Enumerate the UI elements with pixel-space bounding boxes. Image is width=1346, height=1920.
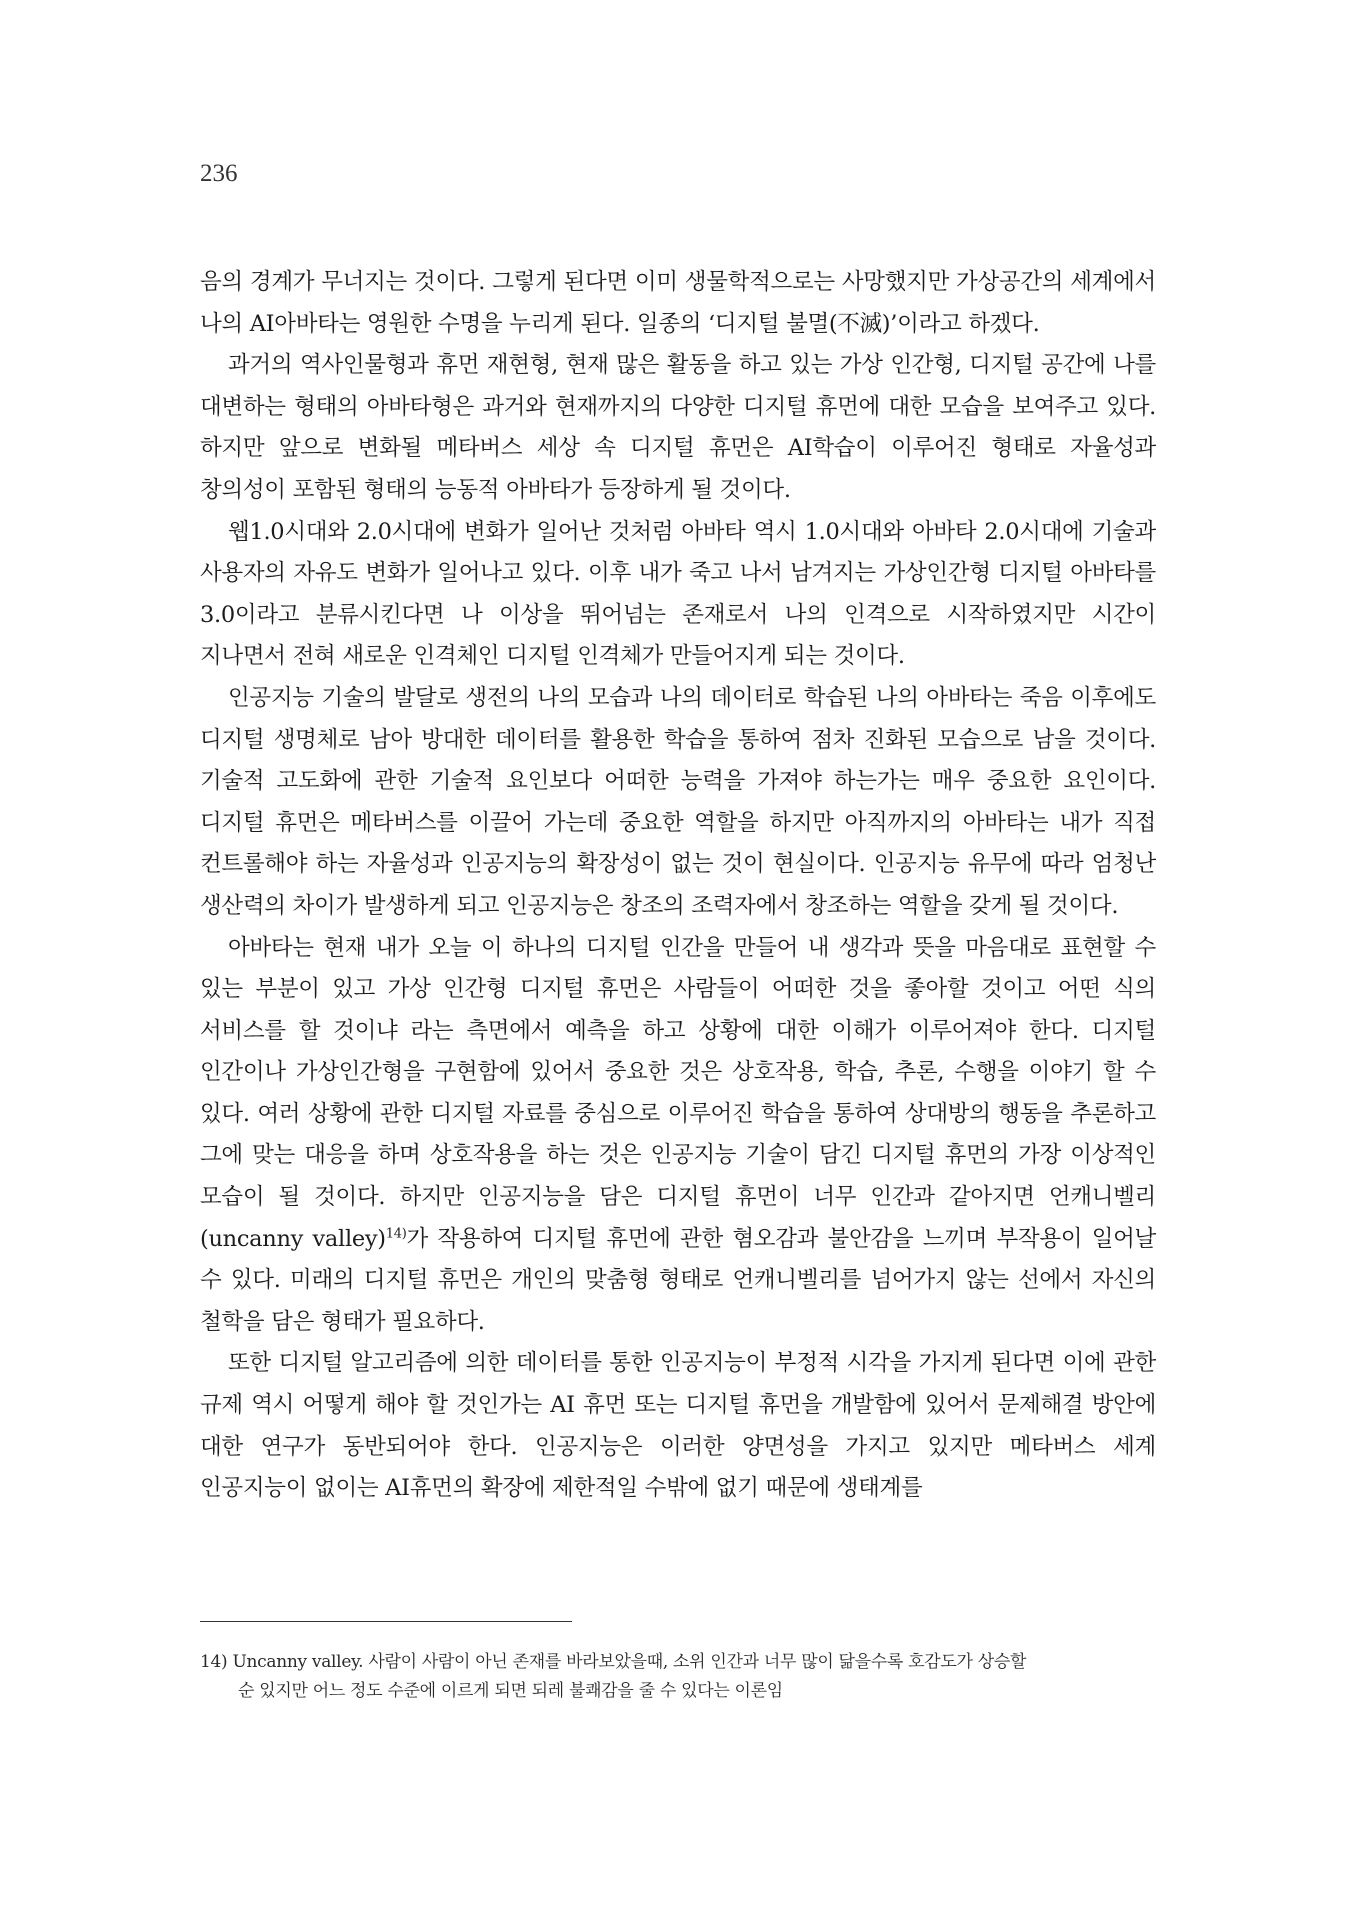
paragraph-5	[200, 928, 1156, 1344]
page-number: 236	[200, 160, 238, 187]
footnote-divider	[200, 1621, 572, 1622]
paragraph-2: 과거의 역사인물형과 휴먼 재현형, 현재 많은 활동을 하고 있는 가상 인간형, 디지털 공간에 나를 대변하는 형태의 아바타형은 과거와 현재까지의 다양한 디지털 휴먼에 대한 모습을 보여주고 있다. 하지만 앞으로 변화될 메타버스 세상 속 디지털 휴먼은 AI학습이 이루어진 형태로 자율성과 창의성이 포함된 형태의 능동적 아바타가 등장하게 될 것이다.	[200, 352, 1156, 503]
paragraph-1: 음의 경계가 무너지는 것이다. 그렇게 된다면 이미 생물학적으로는 사망했지만 가상공간의 세계에서 나의 AI아바타는 영원한 수명을 누리게 된다. 일종의 ‘디지털 불멸(不滅)’이라고 하겠다.	[200, 269, 1156, 337]
paragraph-5-part-2: 가 작용하여 디지털 휴먼에 관한 혐오감과 불안감을 느끼며 부작용이 일어날 수 있다. 미래의 디지털 휴먼은 개인의 맞춤형 형태로 언캐니벨리를 넘어가지 않는 선에서 자신의 철학을 담은 형태가 필요하다.	[200, 1225, 1156, 1335]
paragraph-3: 웹1.0시대와 2.0시대에 변화가 일어난 것처럼 아바타 역시 1.0시대와 아바타 2.0시대에 기술과 사용자의 자유도 변화가 일어나고 있다. 이후 내가 죽고 나서 남겨지는 가상인간형 디지털 아바타를 3.0이라고 분류시킨다면 나 이상을 뛰어넘는 존재로서 나의 인격으로 시작하였지만 시간이 지나면서 전혀 새로운 인격체인 디지털 인격체가 만들어지게 되는 것이다.	[200, 518, 1156, 670]
footnote	[200, 1648, 1156, 1706]
footnote-line-1: 14) Uncanny valley. 사람이 사람이 아닌 존재를 바라보았을때, 소위 인간과 너무 많이 닮을수록 호감도가 상승할	[200, 1652, 1027, 1672]
paragraph-5-part-1: 아바타는 현재 내가 오늘 이 하나의 디지털 인간을 만들어 내 생각과 뜻을 마음대로 표현할 수 있는 부분이 있고 가상 인간형 디지털 휴먼은 사람들이 어떠한 것을 좋아할 것이고 어떤 식의 서비스를 할 것이냐 라는 측면에서 예측을 하고 상황에 대한 이해가 이루어져야 한다. 디지털 인간이나 가상인간형을 구현함에 있어서 중요한 것은 상호작용, 학습, 추론, 수행을 이야기 할 수 있다. 여러 상황에 관한 디지털 자료를 중심으로 이루어진 학습을 통하여 상대방의 행동을 추론하고 그에 맞는 대응을 하며 상호작용을 하는 것은 인공지능 기술이 담긴 디지털 휴먼의 가장 이상적인 모습이 될 것이다. 하지만 인공지능을 담은 디지털 휴먼이 너무 인간과 같아지면 언캐니벨리(uncanny valley)	[200, 934, 1156, 1252]
footnote-line-2: 순 있지만 어느 정도 수준에 이르게 되면 되레 불쾌감을 줄 수 있다는 이론임	[238, 1681, 783, 1701]
paragraph-6: 또한 디지털 알고리즘에 의한 데이터를 통한 인공지능이 부정적 시각을 가지게 된다면 이에 관한 규제 역시 어떻게 해야 할 것인가는 AI 휴먼 또는 디지털 휴먼을 개발함에 있어서 문제해결 방안에 대한 연구가 동반되어야 한다. 인공지능은 이러한 양면성을 가지고 있지만 메타버스 세계 인공지능이 없이는 AI휴먼의 확장에 제한적일 수밖에 없기 때문에 생태계를	[200, 1350, 1156, 1502]
body-text	[200, 262, 1156, 1510]
paragraph-4: 인공지능 기술의 발달로 생전의 나의 모습과 나의 데이터로 학습된 나의 아바타는 죽음 이후에도 디지털 생명체로 남아 방대한 데이터를 활용한 학습을 통하여 점차 진화된 모습으로 남을 것이다. 기술적 고도화에 관한 기술적 요인보다 어떠한 능력을 가져야 하는가는 매우 중요한 요인이다. 디지털 휴먼은 메타버스를 이끌어 가는데 중요한 역할을 하지만 아직까지의 아바타는 내가 직접 컨트롤해야 하는 자율성과 인공지능의 확장성이 없는 것이 현실이다. 인공지능 유무에 따라 엄청난 생산력의 차이가 발생하게 되고 인공지능은 창조의 조력자에서 창조하는 역할을 갖게 될 것이다.	[200, 684, 1156, 919]
footnote-reference: 14)	[385, 1226, 407, 1242]
